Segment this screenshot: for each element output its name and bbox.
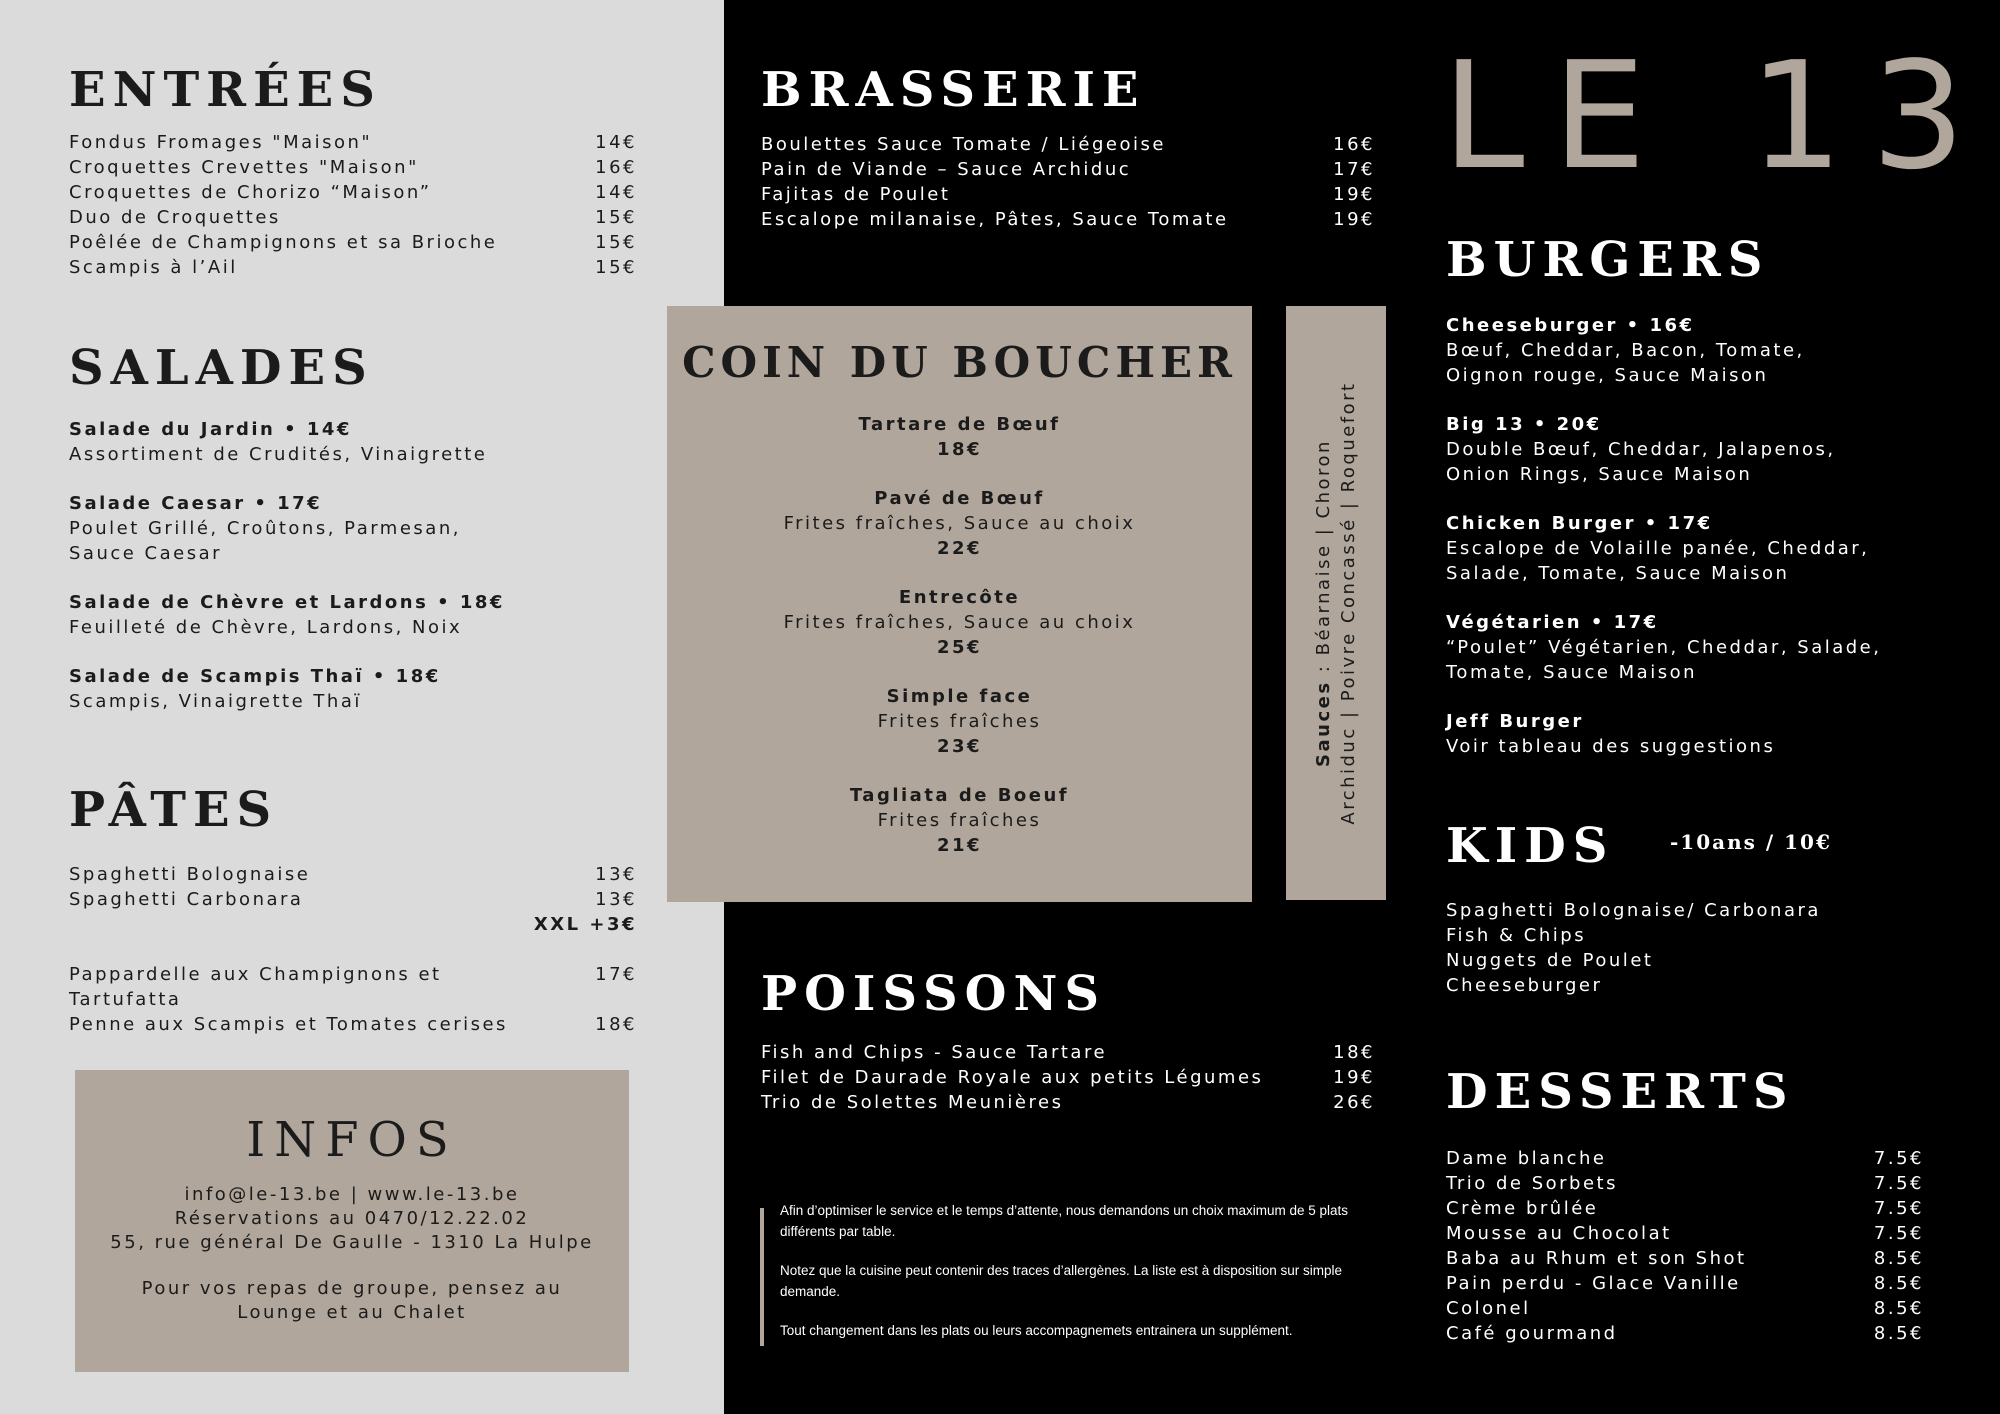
menu-row	[1446, 1271, 1924, 1296]
item-name: Fish and Chips - Sauce Tartare	[761, 1042, 1108, 1063]
cut-title: Pavé de Bœuf	[874, 488, 1045, 509]
cut-price: 25€	[936, 637, 983, 658]
brasserie-list	[761, 132, 1375, 232]
burger-description: Bœuf, Cheddar, Bacon, Tomate, Oignon rouge, Sauce Maison	[1446, 340, 1805, 386]
poissons-list	[761, 1040, 1375, 1115]
menu-row	[761, 1065, 1375, 1090]
item-name: Pain de Viande – Sauce Archiduc	[761, 159, 1132, 180]
item-name: Scampis à l’Ail	[69, 257, 238, 278]
cut-title: Entrecôte	[898, 587, 1021, 608]
menu-row	[69, 230, 637, 255]
item-price: 16€	[1333, 134, 1375, 155]
burger-item	[1446, 709, 1966, 759]
burger-description: Double Bœuf, Cheddar, Jalapenos, Onion Rings, Sauce Maison	[1446, 439, 1836, 485]
item-price: 18€	[595, 1014, 637, 1035]
item-price: 13€	[595, 864, 637, 885]
burger-item	[1446, 511, 1966, 586]
item-price: 15€	[595, 232, 637, 253]
cut-item	[667, 412, 1252, 462]
item-price: 7.5€	[1873, 1173, 1924, 1194]
burger-item	[1446, 313, 1966, 388]
cut-description: Frites fraîches	[877, 810, 1042, 831]
cut-item	[667, 585, 1252, 660]
sauces-box	[1286, 306, 1386, 900]
infos-phone: Réservations au 0470/12.22.02	[174, 1208, 530, 1229]
menu-row	[69, 155, 637, 180]
sauces-line1	[1311, 381, 1336, 824]
item-name: Poêlée de Champignons et sa Brioche	[69, 232, 498, 253]
notice-paragraph: Notez que la cuisine peut contenir des traces d’allergènes. La liste est à disposition sur simple demande.	[780, 1263, 1343, 1299]
item-price: 7.5€	[1873, 1148, 1924, 1169]
entrees-heading: ENTRÉES	[69, 62, 382, 118]
item-name: Trio de Sorbets	[1446, 1173, 1618, 1194]
salad-description: Feuilleté de Chèvre, Lardons, Noix	[69, 617, 463, 638]
menu-row	[69, 255, 637, 280]
salad-description: Scampis, Vinaigrette Thaï	[69, 691, 362, 712]
poissons-heading: POISSONS	[761, 966, 1106, 1022]
menu-row	[761, 207, 1375, 232]
menu-row	[1446, 1171, 1924, 1196]
burger-description: Voir tableau des suggestions	[1446, 736, 1776, 757]
burger-title: Chicken Burger • 17€	[1446, 513, 1713, 534]
burger-description: Escalope de Volaille panée, Cheddar, Salade, Tomate, Sauce Maison	[1446, 538, 1870, 584]
item-name: Filet de Daurade Royale aux petits Légumes	[761, 1067, 1264, 1088]
item-name: Pain perdu - Glace Vanille	[1446, 1273, 1741, 1294]
menu-row	[1446, 1221, 1924, 1246]
notice-paragraph: Afin d’optimiser le service et le temps d’attente, nous demandons un choix maximum de 5 plats différents par table.	[780, 1203, 1349, 1239]
item-name: Baba au Rhum et son Shot	[1446, 1248, 1747, 1269]
xxl-supplement: XXL +3€	[533, 914, 637, 935]
infos-group-line1: Pour vos repas de groupe, pensez au	[141, 1278, 563, 1299]
item-name: Boulettes Sauce Tomate / Liégeoise	[761, 134, 1166, 155]
sauces-label: Sauces	[1313, 680, 1334, 767]
item-name: Trio de Solettes Meunières	[761, 1092, 1064, 1113]
salades-heading: SALADES	[69, 340, 374, 396]
salad-item	[69, 491, 669, 566]
item-price: 19€	[1333, 209, 1375, 230]
item-name: Croquettes de Chorizo “Maison”	[69, 182, 432, 203]
kids-item: Nuggets de Poulet	[1446, 950, 1654, 971]
notice-text	[780, 1200, 1385, 1359]
kids-item: Cheeseburger	[1446, 975, 1603, 996]
menu-row	[761, 182, 1375, 207]
desserts-list	[1446, 1146, 1924, 1346]
item-price: 26€	[1333, 1092, 1375, 1113]
item-name: Mousse au Chocolat	[1446, 1223, 1672, 1244]
cut-price: 23€	[936, 736, 983, 757]
menu-row	[761, 157, 1375, 182]
salad-title: Salade Caesar • 17€	[69, 493, 323, 514]
menu-row	[1446, 1321, 1924, 1346]
item-name: Crème brûlée	[1446, 1198, 1599, 1219]
cut-description: Frites fraîches, Sauce au choix	[783, 612, 1136, 633]
salad-title: Salade du Jardin • 14€	[69, 419, 352, 440]
salad-description: Poulet Grillé, Croûtons, Parmesan, Sauce Caesar	[69, 518, 461, 564]
item-price: 14€	[595, 132, 637, 153]
cut-price: 21€	[936, 835, 983, 856]
item-name: Colonel	[1446, 1298, 1531, 1319]
burger-title: Végétarien • 17€	[1446, 612, 1659, 633]
salad-item	[69, 664, 669, 714]
item-name: Fajitas de Poulet	[761, 184, 951, 205]
item-price: 17€	[595, 964, 637, 985]
salad-title: Salade de Scampis Thaï • 18€	[69, 666, 441, 687]
brasserie-heading: BRASSERIE	[761, 62, 1146, 118]
menu-row	[761, 1090, 1375, 1115]
salad-item	[69, 417, 669, 467]
boucher-list	[667, 412, 1252, 882]
item-name: Penne aux Scampis et Tomates cerises	[69, 1014, 508, 1035]
item-price: 17€	[1333, 159, 1375, 180]
sauces-line2: Archiduc | Poivre Concassé | Roquefort	[1338, 381, 1359, 825]
item-price: 14€	[595, 182, 637, 203]
boucher-heading: COIN DU BOUCHER	[682, 338, 1237, 387]
cut-title: Simple face	[886, 686, 1033, 707]
item-price: 18€	[1333, 1042, 1375, 1063]
menu-row	[69, 1012, 637, 1037]
sauces-text	[1311, 381, 1361, 824]
kids-item: Fish & Chips	[1446, 925, 1587, 946]
notice-bar	[760, 1208, 764, 1346]
notice-paragraph: Tout changement dans les plats ou leurs accompagnemets entrainera un supplément.	[780, 1323, 1293, 1338]
menu-row	[69, 205, 637, 230]
menu-row	[69, 130, 637, 155]
item-price: 8.5€	[1873, 1323, 1924, 1344]
desserts-heading: DESSERTS	[1446, 1064, 1795, 1120]
item-name: Spaghetti Carbonara	[69, 889, 304, 910]
burger-item	[1446, 412, 1966, 487]
item-price: 7.5€	[1873, 1223, 1924, 1244]
burger-title: Cheeseburger • 16€	[1446, 315, 1695, 336]
menu-row	[1446, 1246, 1924, 1271]
cut-price: 18€	[936, 439, 983, 460]
item-price: 15€	[595, 257, 637, 278]
menu-row	[1446, 1196, 1924, 1221]
item-name: Café gourmand	[1446, 1323, 1618, 1344]
cut-title: Tartare de Bœuf	[858, 414, 1061, 435]
item-name: Dame blanche	[1446, 1148, 1607, 1169]
salad-item	[69, 590, 669, 640]
item-price: 15€	[595, 207, 637, 228]
kids-list	[1446, 898, 1966, 998]
item-price: 19€	[1333, 1067, 1375, 1088]
infos-email-web: info@le-13.be | www.le-13.be	[184, 1184, 520, 1205]
cut-description: Frites fraîches	[877, 711, 1042, 732]
infos-group-line2: Lounge et au Chalet	[237, 1302, 467, 1323]
item-name: Duo de Croquettes	[69, 207, 281, 228]
cut-title: Tagliata de Boeuf	[849, 785, 1070, 806]
item-name: Croquettes Crevettes "Maison"	[69, 157, 419, 178]
salades-list	[69, 417, 669, 738]
menu-row	[1446, 1146, 1924, 1171]
infos-heading: INFOS	[246, 1112, 458, 1168]
pates-list	[69, 862, 637, 1037]
infos-contact	[75, 1183, 629, 1325]
salad-title: Salade de Chèvre et Lardons • 18€	[69, 592, 505, 613]
burger-description: “Poulet” Végétarien, Cheddar, Salade, Tomate, Sauce Maison	[1446, 637, 1882, 683]
cut-description: Frites fraîches, Sauce au choix	[783, 513, 1136, 534]
menu-row	[1446, 1296, 1924, 1321]
menu-row	[761, 1040, 1375, 1065]
item-price: 19€	[1333, 184, 1375, 205]
salad-description: Assortiment de Crudités, Vinaigrette	[69, 444, 488, 465]
kids-item: Spaghetti Bolognaise/ Carbonara	[1446, 900, 1821, 921]
burger-item	[1446, 610, 1966, 685]
item-price: 7.5€	[1873, 1198, 1924, 1219]
infos-address: 55, rue général De Gaulle - 1310 La Hulpe	[110, 1232, 594, 1253]
cut-price: 22€	[936, 538, 983, 559]
cut-item	[667, 783, 1252, 858]
item-name: Spaghetti Bolognaise	[69, 864, 311, 885]
sauces-line1-rest: : Béarnaise | Choron	[1313, 439, 1334, 681]
item-price: 8.5€	[1873, 1273, 1924, 1294]
kids-price-tag: -10ans / 10€	[1670, 830, 1832, 854]
burgers-list	[1446, 313, 1966, 783]
item-price: 13€	[595, 889, 637, 910]
item-name: Pappardelle aux Champignons et Tartufatta	[69, 964, 442, 1010]
entrees-list	[69, 130, 637, 280]
item-price: 8.5€	[1873, 1298, 1924, 1319]
logo: LE 13	[1442, 30, 1994, 202]
menu-row	[761, 132, 1375, 157]
menu-row	[69, 862, 637, 887]
kids-heading: KIDS	[1446, 818, 1615, 874]
cut-item	[667, 486, 1252, 561]
burger-title: Jeff Burger	[1446, 711, 1584, 732]
menu-row	[69, 180, 637, 205]
item-name: Fondus Fromages "Maison"	[69, 132, 373, 153]
item-price: 16€	[595, 157, 637, 178]
menu-row	[69, 962, 637, 1012]
pates-heading: PÂTES	[69, 782, 279, 838]
cut-item	[667, 684, 1252, 759]
item-name: Escalope milanaise, Pâtes, Sauce Tomate	[761, 209, 1229, 230]
menu-row	[69, 887, 637, 912]
burger-title: Big 13 • 20€	[1446, 414, 1602, 435]
burgers-heading: BURGERS	[1446, 232, 1770, 288]
item-price: 8.5€	[1873, 1248, 1924, 1269]
